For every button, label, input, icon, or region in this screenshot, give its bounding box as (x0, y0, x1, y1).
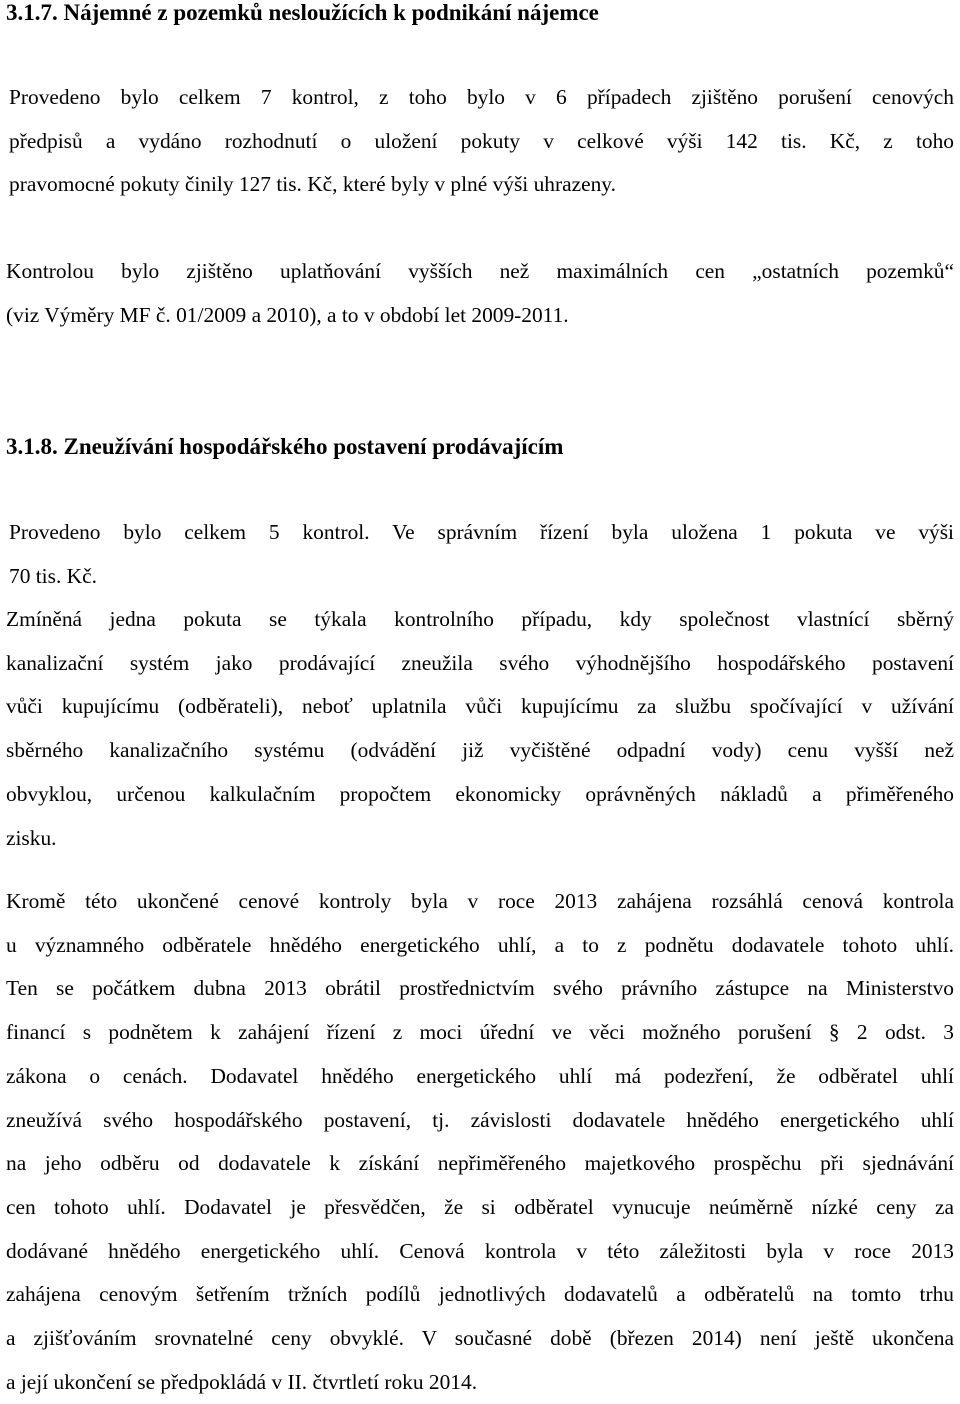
text-line: u významného odběratele hnědého energetického uhlí, a to z podnětu dodavatele tohoto uhlí. (6, 932, 954, 957)
text-line: a její ukončení se předpokládá v II. čtvrtletí roku 2014. (6, 1369, 478, 1394)
text-line: zákona o cenách. Dodavatel hnědého energetického uhlí má podezření, že odběratel uhlí (6, 1063, 954, 1088)
section-heading-3-1-7: 3.1.7. Nájemné z pozemků nesloužících k podnikání nájemce (6, 0, 599, 25)
text-line: Kontrolou bylo zjištěno uplatňování vyšších než maximálních cen „ostatních pozemků“ (6, 259, 954, 283)
text-line: vůči kupujícímu (odběrateli), neboť uplatnila vůči kupujícímu za službu spočívající v užívání (6, 694, 954, 719)
text-line: Provedeno bylo celkem 7 kontrol, z toho bylo v 6 případech zjištěno porušení cenových (9, 85, 954, 109)
text-line: předpisů a vydáno rozhodnutí o uložení pokuty v celkové výši 142 tis. Kč, z toho (9, 128, 954, 153)
section-heading-3-1-8: 3.1.8. Zneužívání hospodářského postavení prodávajícím (6, 434, 564, 459)
text-line: (viz Výměry MF č. 01/2009 a 2010), a to v období let 2009-2011. (6, 302, 569, 327)
text-line: na jeho odběru od dodavatele k získání nepřiměřeného majetkového prospěchu při sjednávání (6, 1151, 954, 1176)
text-line: cen tohoto uhlí. Dodavatel je přesvědčen, že si odběratel vynucuje neúměrně nízké ceny za (6, 1194, 954, 1219)
paragraph-penalty-case (6, 598, 954, 860)
text-line: sběrného kanalizačního systému (odvádění již vyčištěné odpadní vody) cenu vyšší než (6, 738, 954, 763)
paragraph-price-finding (6, 250, 954, 337)
text-line: kanalizační systém jako prodávající zneužila svého výhodnějšího hospodářského postavení (6, 650, 954, 675)
text-line: Kromě této ukončené cenové kontroly byla v roce 2013 zahájena rozsáhlá cenová kontrola (6, 889, 954, 913)
text-line: zneužívá svého hospodářského postavení, tj. závislosti dodavatele hnědého energetického uhlí (6, 1107, 954, 1132)
text-line: Provedeno bylo celkem 5 kontrol. Ve správním řízení byla uložena 1 pokuta ve výši (9, 520, 954, 544)
text-line: obvyklou, určenou kalkulačním propočtem ekonomicky oprávněných nákladů a přiměřeného (6, 781, 954, 806)
text-line: pravomocné pokuty činily 127 tis. Kč, které byly v plné výši uhrazeny. (9, 172, 616, 197)
text-line: financí s podnětem k zahájení řízení z moci úřední ve věci možného porušení § 2 odst. 3 (6, 1020, 954, 1045)
paragraph-inspections-summary (9, 76, 954, 207)
paragraph-abuse-summary (9, 511, 954, 598)
text-line: Ten se počátkem dubna 2013 obrátil prostřednictvím svého právního zástupce na Ministerstvo (6, 976, 954, 1001)
text-line: Zmíněná jedna pokuta se týkala kontrolního případu, kdy společnost vlastnící sběrný (6, 607, 954, 631)
text-line: zisku. (6, 825, 57, 850)
text-line: dodávané hnědého energetického uhlí. Cenová kontrola v této záležitosti byla v roce 2013 (6, 1238, 954, 1263)
text-line: a zjišťováním srovnatelné ceny obvyklé. V současné době (březen 2014) není ještě ukončena (6, 1326, 954, 1351)
text-line: 70 tis. Kč. (9, 563, 97, 588)
text-line: zahájena cenovým šetřením tržních podílů jednotlivých dodavatelů a odběratelů na tomto trhu (6, 1282, 954, 1307)
paragraph-coal-inspection (6, 880, 954, 1404)
